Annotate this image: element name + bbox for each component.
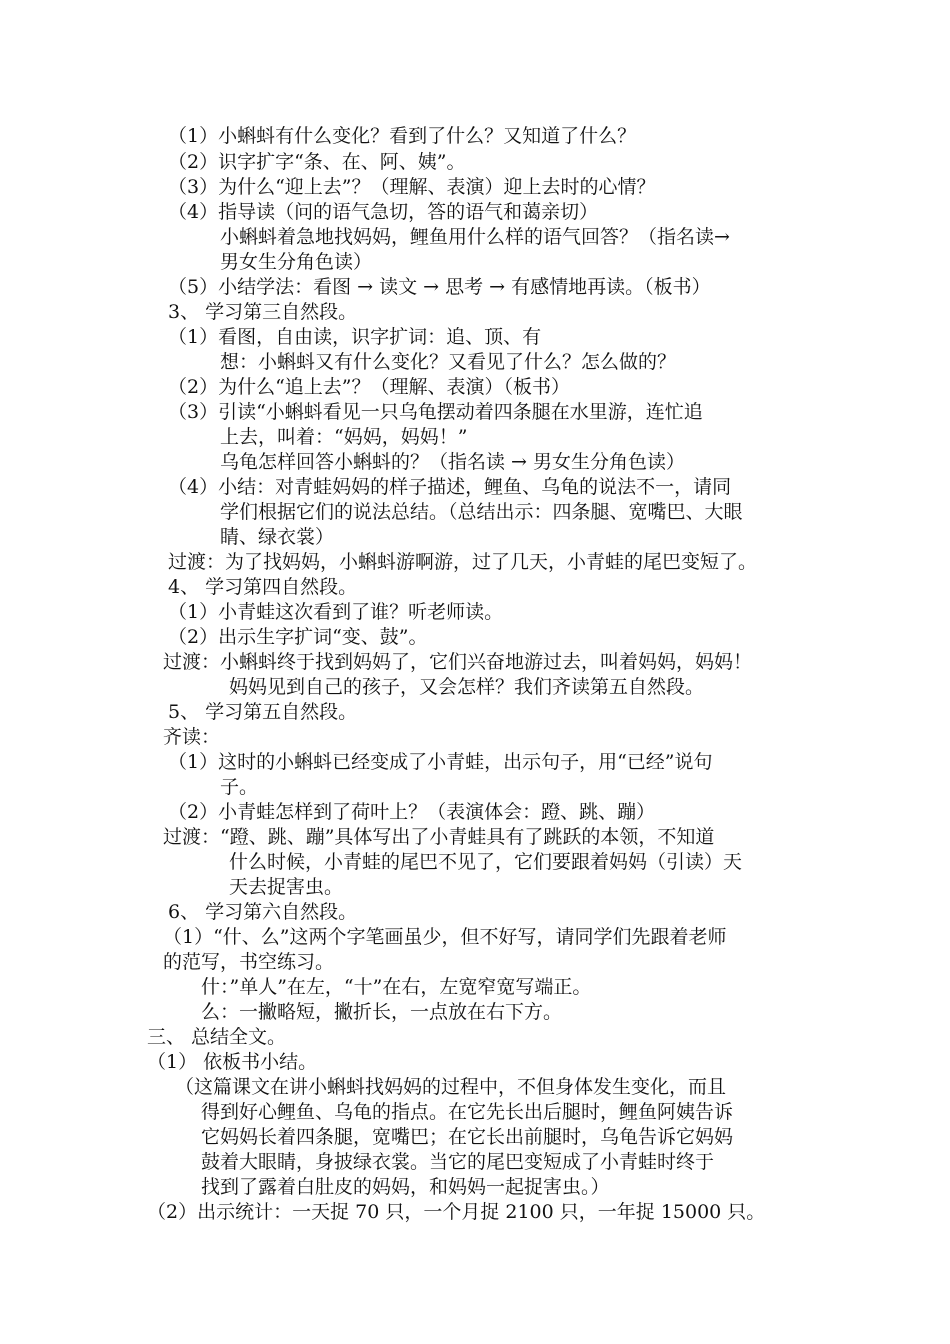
text-line: （1）小青蛙这次看到了谁？听老师读。 [168, 601, 504, 623]
text-line: 想：小蝌蚪又有什么变化？又看见了什么？怎么做的？ [220, 351, 677, 373]
text-line: （2）出示统计：一天捉 70 只，一个月捉 2100 只，一年捉 15000 只。 [147, 1201, 766, 1223]
text-line: 鼓着大眼睛，身披绿衣裳。当它的尾巴变短成了小青蛙时终于 [201, 1151, 715, 1173]
section-heading: 4、 学习第四自然段。 [168, 576, 358, 598]
section-heading: 3、 学习第三自然段。 [168, 301, 358, 323]
text-line: （1）看图，自由读，识字扩词：追、顶、有 [168, 326, 542, 348]
text-line: 什么时候，小青蛙的尾巴不见了，它们要跟着妈妈（引读）天 [229, 851, 743, 873]
text-line: 小蝌蚪着急地找妈妈，鲤鱼用什么样的语气回答？（指名读→ [220, 226, 730, 248]
text-line: （2）出示生字扩词“变、鼓”。 [168, 626, 428, 648]
text-line: （3）引读“小蝌蚪看见一只乌龟摆动着四条腿在水里游，连忙追 [168, 401, 703, 423]
text-line: （2）小青蛙怎样到了荷叶上？（表演体会：蹬、跳、蹦） [168, 801, 656, 823]
text-line: 子。 [220, 776, 259, 798]
text-line: （1）小蝌蚪有什么变化？看到了什么？又知道了什么？ [168, 125, 637, 147]
text-line: 学们根据它们的说法总结。（总结出示：四条腿、宽嘴巴、大眼 [220, 501, 743, 523]
text-line: 上去，叫着：“妈妈，妈妈！” [220, 426, 468, 448]
transition-line: 过渡：为了找妈妈，小蝌蚪游啊游，过了几天，小青蛙的尾巴变短了。 [168, 551, 758, 573]
text-line: （5）小结学法：看图 → 读文 → 思考 → 有感情地再读。（板书） [168, 276, 711, 298]
text-line: 睛、绿衣裳） [220, 526, 335, 548]
text-line: 什：”单人”在左，“十”在右，左宽窄宽写端正。 [201, 976, 592, 998]
transition-line: 过渡：小蝌蚪终于找到妈妈了，它们兴奋地游过去，叫着妈妈，妈妈！ [163, 651, 753, 673]
text-line: 男女生分角色读） [220, 251, 373, 273]
text-line: 妈妈见到自己的孩子，又会怎样？我们齐读第五自然段。 [229, 676, 705, 698]
text-line: （4）小结：对青蛙妈妈的样子描述，鲤鱼、乌龟的说法不一，请同 [168, 476, 732, 498]
section-heading: 三、 总结全文。 [147, 1026, 287, 1048]
text-line: 得到好心鲤鱼、乌龟的指点。在它先长出后腿时，鲤鱼阿姨告诉 [201, 1101, 734, 1123]
section-heading: 6、 学习第六自然段。 [168, 901, 358, 923]
section-heading: 5、 学习第五自然段。 [168, 701, 358, 723]
text-line: （4）指导读（问的语气急切，答的语气和蔼亲切） [168, 201, 599, 223]
text-line: 齐读： [163, 726, 221, 748]
text-line: （这篇课文在讲小蝌蚪找妈妈的过程中，不但身体发生变化，而且 [175, 1076, 727, 1098]
text-line: 乌龟怎样回答小蝌蚪的？（指名读 → 男女生分角色读） [220, 451, 686, 473]
text-line: （2）为什么“追上去”？（理解、表演）（板书） [168, 376, 571, 398]
text-line: （1）“什、么”这两个字笔画虽少，但不好写，请同学们先跟着老师 [163, 926, 727, 948]
text-line: （1） 依板书小结。 [147, 1051, 318, 1073]
text-line: 它妈妈长着四条腿，宽嘴巴；在它长出前腿时，乌龟告诉它妈妈 [201, 1126, 734, 1148]
text-line: 天去捉害虫。 [229, 876, 344, 898]
text-line: （2）识字扩字“条、在、阿、姨”。 [168, 151, 466, 173]
text-line: （1）这时的小蝌蚪已经变成了小青蛙，出示句子，用“已经”说句 [168, 751, 713, 773]
text-line: （3）为什么“迎上去”？（理解、表演）迎上去时的心情？ [168, 176, 656, 198]
text-line: 找到了露着白肚皮的妈妈，和妈妈一起捉害虫。） [201, 1176, 610, 1198]
transition-line: 过渡：“蹬、跳、蹦”具体写出了小青蛙具有了跳跃的本领，不知道 [163, 826, 715, 848]
text-line: 么：一撇略短，撇折长，一点放在右下方。 [201, 1001, 563, 1023]
text-line: 的范写，书空练习。 [163, 951, 335, 973]
